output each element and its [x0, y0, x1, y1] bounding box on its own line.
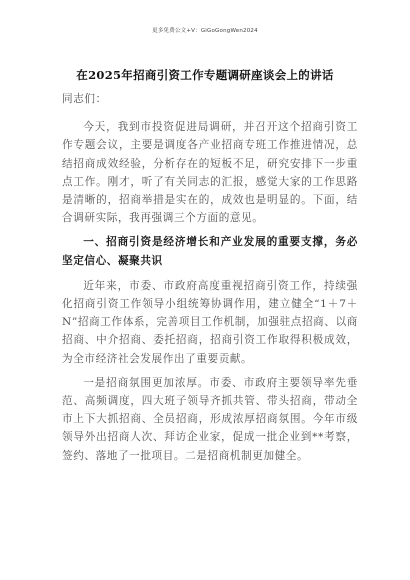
paragraph-point-one: 一是招商氛围更加浓厚。市委、市政府主要领导率先垂范、高频调度，四大班子领导齐抓共管、带头招商，带动全市上下大抓招商、全员招商，形成浓厚招商氛围。今年市级领导外出招商人次、拜访企业家，促成一批企业到**考察，签约、落地了一批项目。二是招商机制更加健全。: [62, 376, 358, 462]
paragraph-intro: 今天，我到市投资促进局调研，并召开这个招商引资工作专题会议，主要是调度各产业招商专班工作推进情况，总结招商成效经验，分析存在的短板不足，研究安排下一步重点工作。刚才，听了有关同志的汇报，感觉大家的工作思路是清晰的，招商举措是实在的，成效也是明显的。下面，结合调研实际，我再强调三个方面的意见。: [62, 121, 358, 225]
salutation: 同志们：: [62, 93, 107, 105]
paragraph-background: 近年来，市委、市政府高度重视招商引资工作，持续强化招商引资工作领导小组统筹协调作用，建立健全“1＋7＋N”招商工作体系，完善项目工作机制，加强驻点招商、以商招商、中介招商、委托招商，招商引资工作取得积极成效，为全市经济社会发展作出了重要贡献。: [62, 279, 358, 365]
document-title: 在2025年招商引资工作专题调研座谈会上的讲话: [76, 68, 334, 82]
section-heading: 一、招商引资是经济增长和产业发展的重要支撑，务必坚定信心、凝聚共识: [62, 236, 358, 267]
document-body: [62, 90, 358, 471]
header-note: 更多免费公文+V：GiGoGongWen2024: [152, 28, 258, 34]
